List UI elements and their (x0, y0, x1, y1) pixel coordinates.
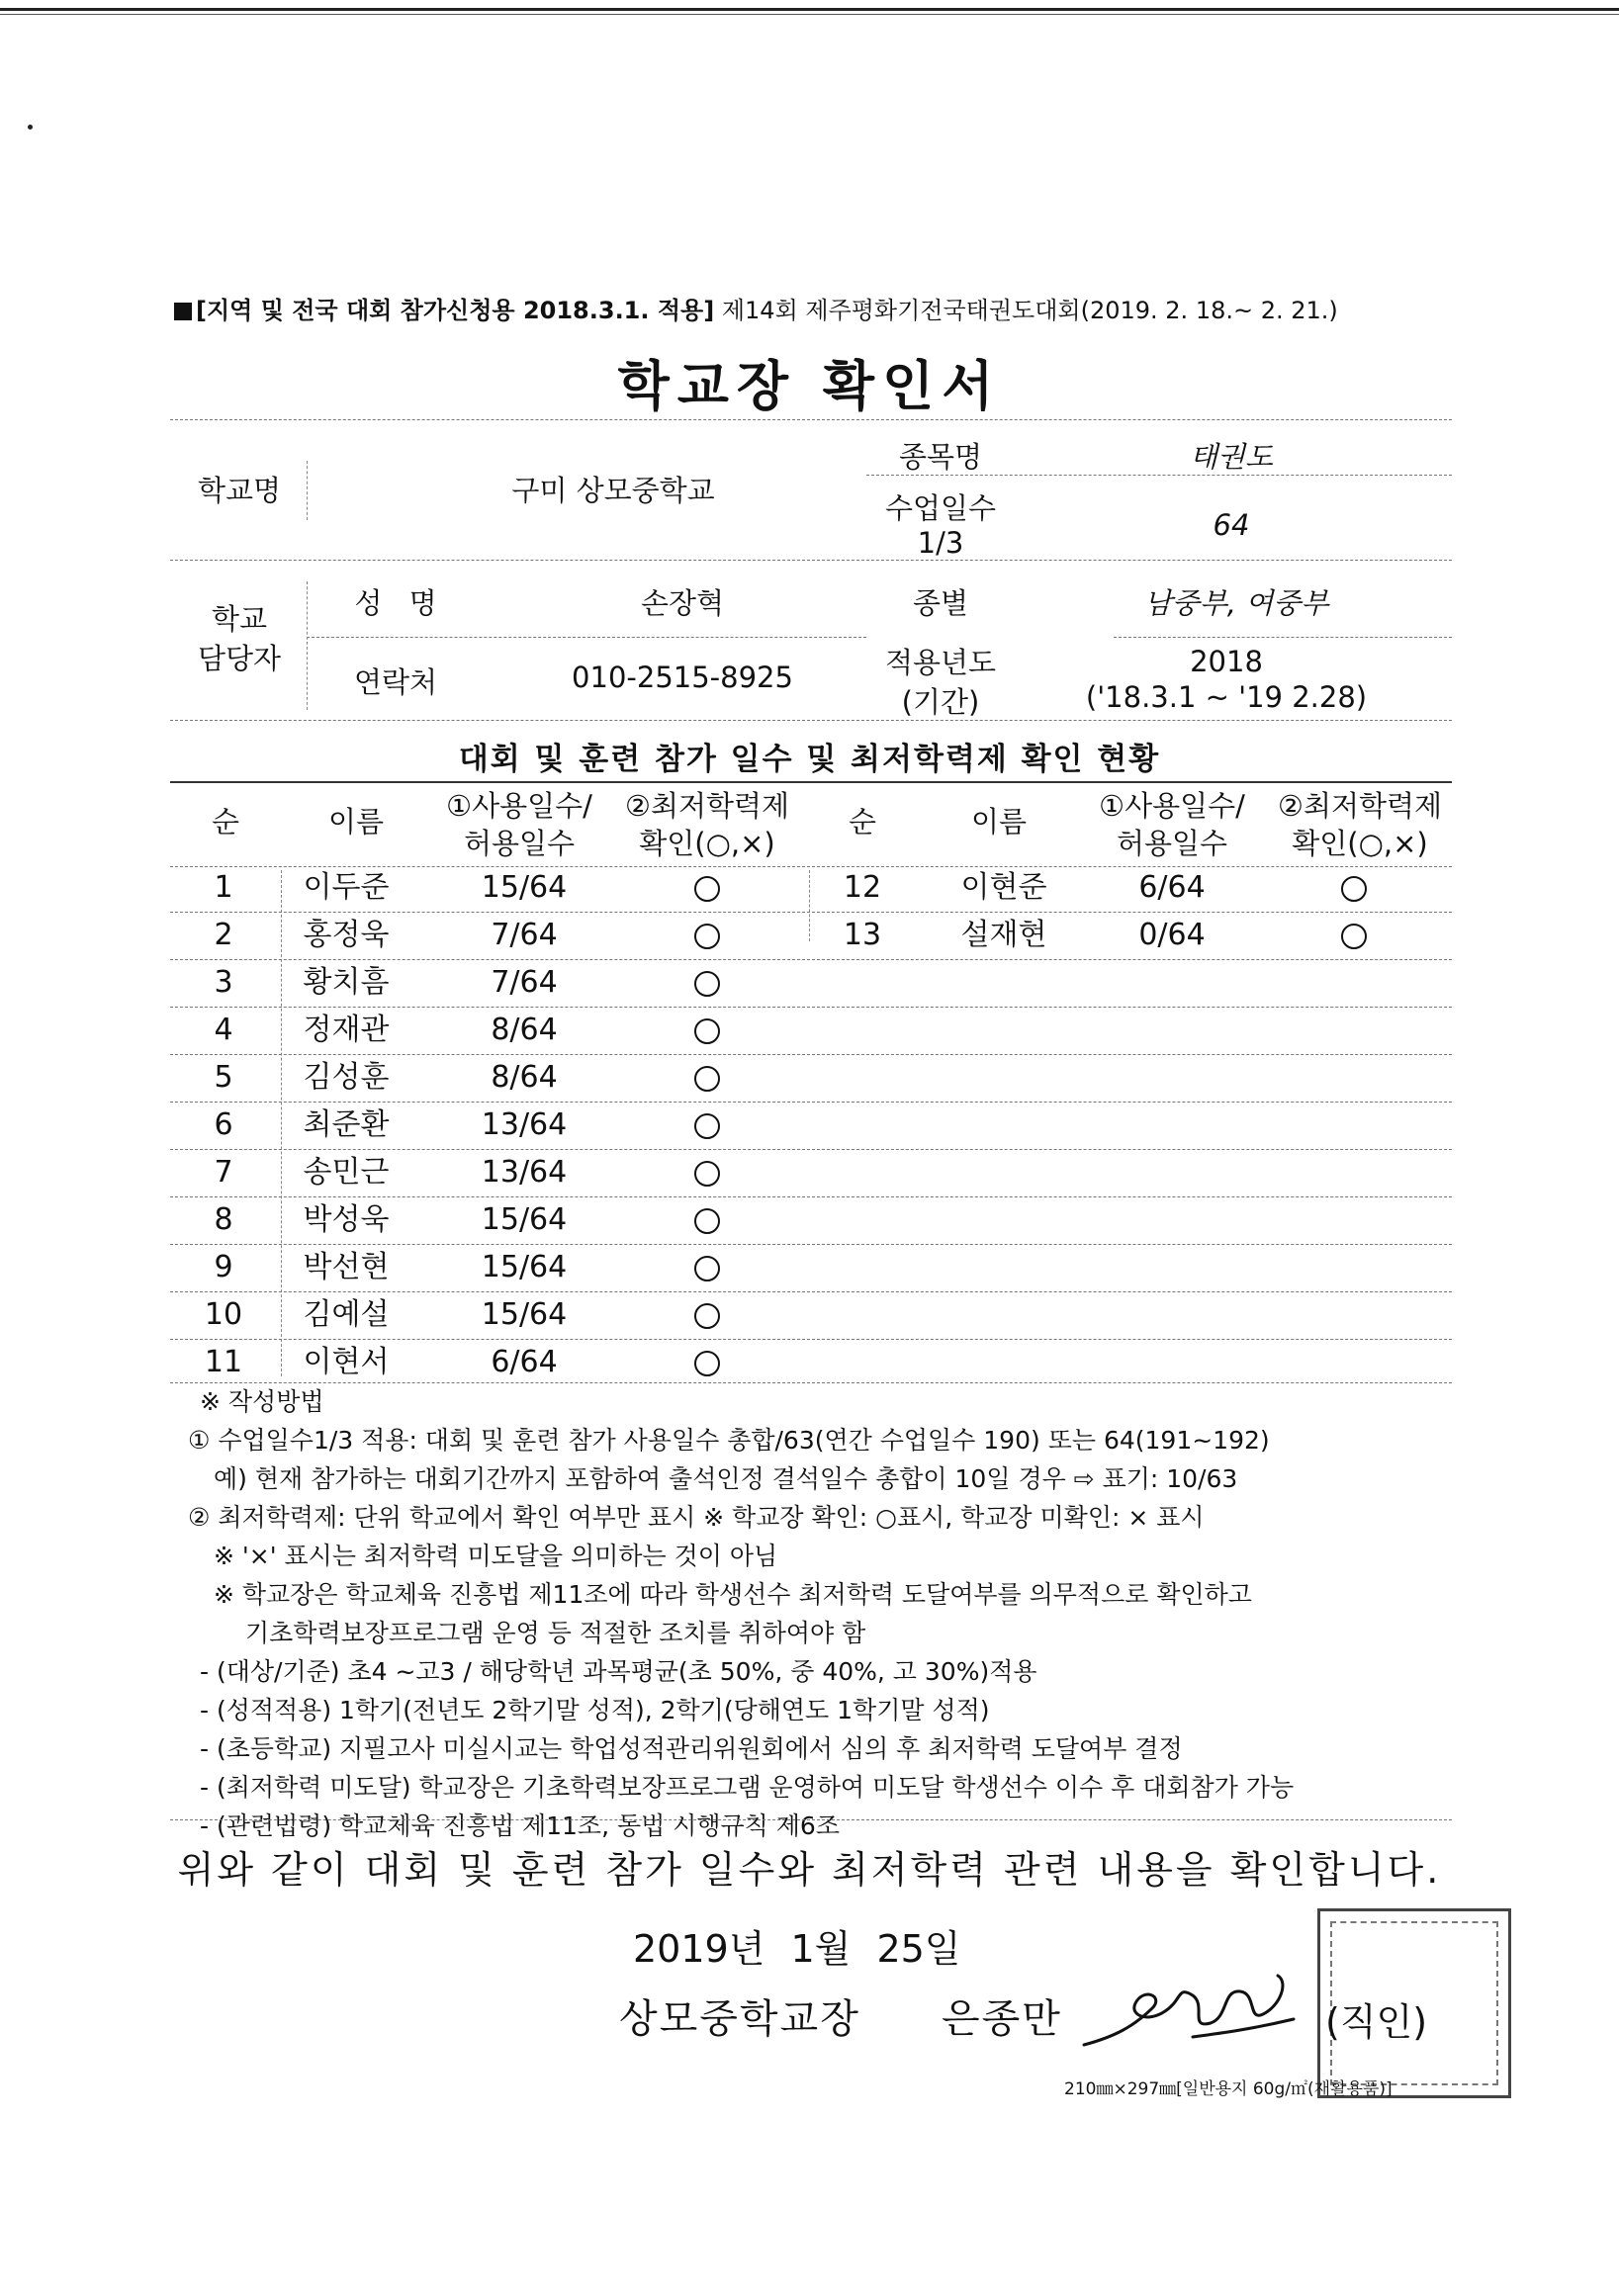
header-days: ①사용일수/ (446, 789, 592, 823)
instructions (188, 1382, 1474, 1845)
circle-mark-icon (694, 1066, 720, 1092)
row-confirmed (663, 912, 752, 959)
instruction-item: - (대상/기준) 초4 ~고3 / 해당학년 과목평균(초 50%, 중 40%, 고 30%)적용 (200, 1657, 1037, 1686)
instruction-item: - (최저학력 미도달) 학교장은 기초학력보장프로그램 운영하여 미도달 학생선수 이수 후 대회참가 가능 (200, 1773, 1295, 1802)
row-name: 홍정욱 (303, 918, 390, 952)
row-days: 6/64 (491, 1345, 558, 1379)
row-confirmed (663, 864, 752, 912)
row-name: 김성훈 (303, 1060, 390, 1095)
top-border-thin (0, 14, 1619, 15)
form-header (174, 291, 1338, 325)
table-top-rule (170, 781, 1452, 783)
header-name-right: 이름 (970, 805, 1028, 839)
instruction-item: ① 수업일수1/3 적용: 대회 및 훈련 참가 사용일수 총합/63(연간 수업일수 190) 또는 64(191~192) (188, 1426, 1270, 1455)
name-value: 손장혁 (640, 586, 725, 620)
row-name: 황치흠 (303, 965, 390, 1000)
circle-mark-icon (694, 971, 720, 997)
row-days: 8/64 (491, 1060, 558, 1095)
scan-speck (28, 125, 33, 130)
staff-label-2: 담당자 (197, 642, 282, 675)
instruction-item: 기초학력보장프로그램 운영 등 적절한 조치를 취하여야 함 (245, 1619, 866, 1647)
square-bullet-icon (174, 303, 192, 320)
row-confirmed (1309, 912, 1398, 959)
row-name: 설재현 (960, 918, 1047, 952)
circle-mark-icon (694, 1351, 720, 1376)
row-name: 최준환 (303, 1107, 390, 1142)
row-days: 15/64 (481, 1202, 568, 1237)
school-value: 구미 상모중학교 (511, 474, 715, 507)
instructions-heading: ※ 작성방법 (200, 1387, 324, 1416)
school-label: 학교명 (197, 474, 282, 507)
row-confirmed (663, 1007, 752, 1054)
circle-mark-icon (694, 1113, 720, 1139)
row-no: 3 (214, 965, 233, 1000)
row-days: 13/64 (481, 1155, 568, 1190)
staff-label: 학교 (211, 602, 268, 636)
instruction-item: ② 최저학력제: 단위 학교에서 확인 여부만 표시 ※ 학교장 확인: ○표시, 학교장 미확인: × 표시 (188, 1503, 1205, 1532)
divider (170, 560, 1452, 561)
divider (170, 720, 1452, 721)
circle-mark-icon (694, 1303, 720, 1329)
contact-value: 010-2515-8925 (572, 661, 793, 694)
header-days-right-2: 허용일수 (1116, 827, 1228, 860)
circle-mark-icon (694, 1256, 720, 1281)
row-days: 7/64 (491, 918, 558, 952)
seal-label: (직인) (1325, 2000, 1428, 2044)
circle-mark-icon (694, 1018, 720, 1044)
document-date: 2019년 1월 25일 (633, 1927, 961, 1971)
sport-value: 태권도 (1189, 440, 1274, 474)
column-divider (281, 870, 282, 1376)
row-confirmed (663, 959, 752, 1007)
instruction-item: ※ '×' 표시는 최저학력 미도달을 의미하는 것이 아님 (214, 1542, 778, 1570)
header-days-2: 허용일수 (463, 827, 576, 860)
row-name: 이현준 (960, 870, 1047, 905)
row-confirmed (663, 1054, 752, 1102)
row-name: 김예설 (303, 1297, 390, 1332)
row-days: 0/64 (1138, 918, 1206, 952)
row-no: 13 (843, 918, 882, 952)
row-name: 박선현 (303, 1250, 390, 1284)
year-value: 2018 (1190, 645, 1263, 678)
row-no: 10 (204, 1297, 243, 1332)
sport-label: 종목명 (898, 440, 983, 474)
row-no: 5 (214, 1060, 233, 1095)
row-no: 12 (843, 870, 882, 905)
category-label: 종별 (912, 586, 969, 620)
row-confirmed (663, 1244, 752, 1291)
row-no: 4 (214, 1013, 233, 1047)
row-confirmed (663, 1291, 752, 1339)
paper-spec: 210㎜×297㎜[일반용지 60g/㎡(재활용품)] (1064, 2079, 1393, 2099)
class-days-value: 64 (1213, 508, 1250, 542)
row-no: 11 (204, 1345, 243, 1379)
row-no: 2 (214, 918, 233, 952)
circle-mark-icon (1341, 924, 1367, 949)
row-days: 15/64 (481, 870, 568, 905)
confirmation-statement: 위와 같이 대회 및 훈련 참가 일수와 최저학력 관련 내용을 확인합니다. (177, 1848, 1442, 1892)
row-confirmed (663, 1102, 752, 1149)
instruction-item: - (관련법령) 학교체육 진흥법 제11조, 동법 시행규칙 제6조 (200, 1811, 840, 1840)
name-label: 성 명 (354, 586, 437, 620)
category-value: 남중부, 여중부 (1143, 586, 1329, 620)
circle-mark-icon (1341, 876, 1367, 902)
row-no: 1 (214, 870, 233, 905)
header-no-right: 순 (848, 805, 876, 839)
row-no: 9 (214, 1250, 233, 1284)
divider (170, 1819, 1452, 1820)
page-title: 학교장 확인서 (617, 355, 1002, 417)
circle-mark-icon (694, 876, 720, 902)
column-divider (809, 870, 810, 941)
circle-mark-icon (694, 1161, 720, 1187)
row-days: 6/64 (1138, 870, 1206, 905)
header-no: 순 (211, 805, 239, 839)
divider (307, 581, 308, 710)
top-border (0, 8, 1619, 11)
divider (307, 461, 308, 520)
row-confirmed (1309, 864, 1398, 912)
year-label: 적용년도 (884, 646, 997, 679)
year-period-label: (기간) (901, 685, 980, 719)
row-confirmed (663, 1339, 752, 1386)
instruction-item: - (성적적용) 1학기(전년도 2학기말 성적), 2학기(당해연도 1학기말 성적) (200, 1696, 990, 1724)
header-days-right: ①사용일수/ (1099, 789, 1245, 823)
row-name: 이두준 (303, 870, 390, 905)
class-days-fraction: 1/3 (917, 526, 964, 560)
circle-mark-icon (694, 924, 720, 949)
header-check-right: ②최저학력제 (1277, 789, 1443, 823)
circle-mark-icon (694, 1208, 720, 1234)
row-name: 정재관 (303, 1013, 390, 1047)
divider (307, 637, 866, 638)
signature-image (1074, 1968, 1311, 2067)
form-type: [지역 및 전국 대회 참가신청용 2018.3.1. 적용] (196, 297, 715, 324)
instruction-item: - (초등학교) 지필고사 미실시교는 학업성적관리위원회에서 심의 후 최저학력 도달여부 결정 (200, 1734, 1183, 1763)
row-confirmed (663, 1196, 752, 1244)
row-days: 7/64 (491, 965, 558, 1000)
row-days: 13/64 (481, 1107, 568, 1142)
divider (170, 419, 1452, 420)
class-days-label: 수업일수 (884, 491, 997, 525)
section-title: 대회 및 훈련 참가 일수 및 최저학력제 확인 현황 (458, 742, 1161, 777)
row-no: 7 (214, 1155, 233, 1190)
header-check-right-2: 확인(○,×) (1292, 827, 1428, 860)
contact-label: 연락처 (353, 665, 438, 699)
divider (1114, 637, 1452, 638)
principal-name: 은종만 (942, 1996, 1062, 2042)
instruction-item: 예) 현재 참가하는 대회기간까지 포함하여 출석인정 결석일수 총합이 10일 경우 ⇨ 표기: 10/63 (214, 1464, 1238, 1493)
header-check-2: 확인(○,×) (639, 827, 775, 860)
row-days: 15/64 (481, 1250, 568, 1284)
row-no: 6 (214, 1107, 233, 1142)
row-name: 이현서 (303, 1345, 390, 1379)
header-name: 이름 (327, 805, 385, 839)
row-days: 8/64 (491, 1013, 558, 1047)
event-name: 제14회 제주평화기전국태권도대회(2019. 2. 18.~ 2. 21.) (721, 297, 1338, 324)
row-name: 박성욱 (303, 1202, 390, 1237)
row-confirmed (663, 1149, 752, 1196)
row-no: 8 (214, 1202, 233, 1237)
instruction-item: ※ 학교장은 학교체육 진흥법 제11조에 따라 학생선수 최저학력 도달여부를 의무적으로 확인하고 (214, 1580, 1252, 1609)
row-days: 15/64 (481, 1297, 568, 1332)
row-name: 송민근 (303, 1155, 390, 1190)
year-period-value: ('18.3.1 ~ '19 2.28) (1085, 680, 1368, 714)
principal-title: 상모중학교장 (619, 1996, 860, 2042)
header-check: ②최저학력제 (624, 789, 790, 823)
